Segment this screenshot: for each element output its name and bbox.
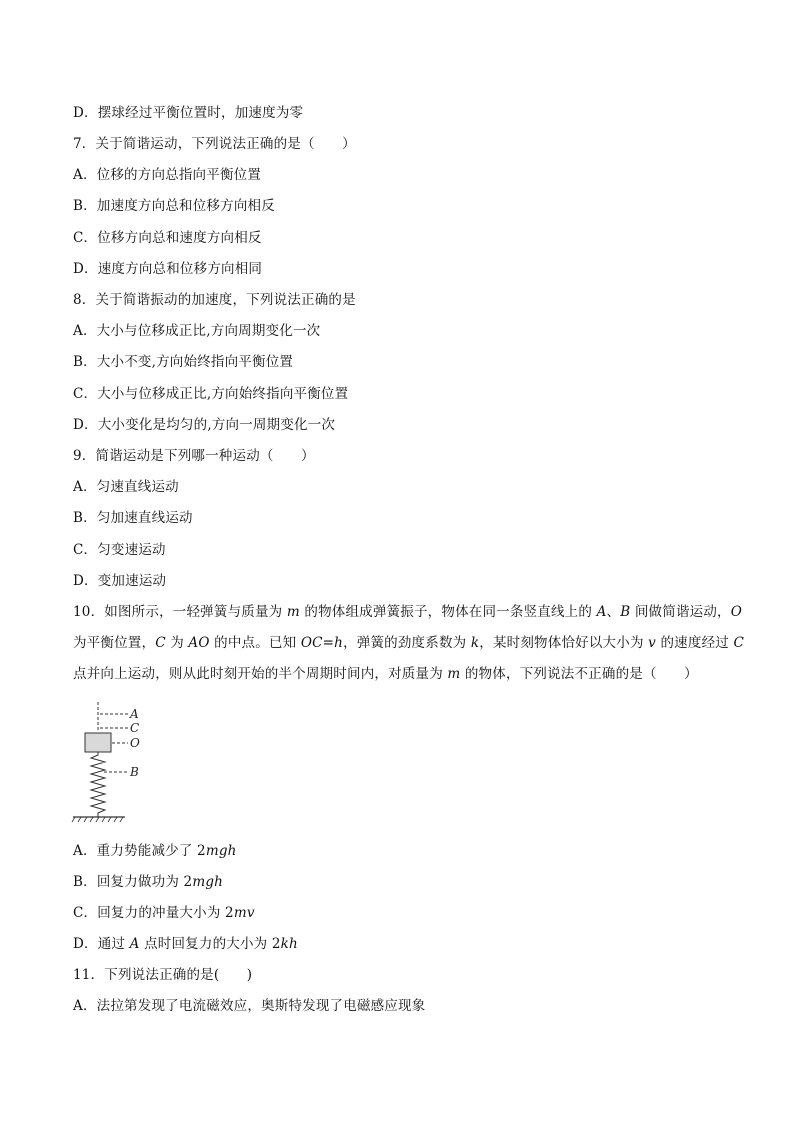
q9-option-b: B．匀加速直线运动 (73, 510, 193, 526)
q7-option-b: B．加速度方向总和位移方向相反 (73, 198, 275, 214)
q10-stem-line-1: 10．如图所示，一轻弹簧与质量为 m 的物体组成弹簧振子，物体在同一条竖直线上的 A、B 间做简谐运动，O (73, 604, 743, 620)
label-c: C (130, 721, 140, 735)
q8-option-c: C．大小与位移成正比,方向始终指向平衡位置 (73, 386, 349, 402)
q7-stem: 7．关于简谐运动，下列说法正确的是（ ） (73, 136, 356, 152)
q8-stem: 8．关于简谐振动的加速度，下列说法正确的是 (73, 292, 356, 308)
q7-option-c: C．位移方向总和速度方向相反 (73, 230, 262, 246)
q10-option-d: D．通过 A 点时回复力的大小为 2kh (73, 936, 298, 952)
q8-option-a: A．大小与位移成正比,方向周期变化一次 (73, 323, 321, 339)
q10-stem-line-3: 点并向上运动，则从此时刻开始的半个周期时间内，对质量为 m 的物体，下列说法不正确的是（ ） (73, 666, 698, 682)
q10-option-b: B．回复力做功为 2mgh (73, 874, 224, 890)
q8-option-b: B．大小不变,方向始终指向平衡位置 (73, 354, 294, 370)
q7-option-d: D．速度方向总和位移方向相同 (73, 261, 263, 277)
q11-option-a: A．法拉第发现了电流磁效应，奥斯特发现了电磁感应现象 (73, 998, 426, 1014)
q6-option-d: D．摆球经过平衡位置时，加速度为零 (73, 105, 304, 121)
q7-option-a: A．位移的方向总指向平衡位置 (73, 167, 262, 183)
q9-option-d: D．变加速运动 (73, 573, 167, 589)
q11-stem: 11．下列说法正确的是( ) (73, 967, 253, 983)
label-o: O (130, 736, 140, 750)
label-a: A (130, 707, 139, 721)
spring-oscillator-figure (70, 700, 160, 825)
q8-option-d: D．大小变化是均匀的,方向一周期变化一次 (73, 417, 336, 433)
q9-option-c: C．匀变速运动 (73, 542, 166, 558)
q9-stem: 9．简谐运动是下列哪一种运动（ ） (73, 448, 315, 464)
q10-option-c: C．回复力的冲量大小为 2mv (73, 905, 255, 921)
spring-oscillator-diagram (70, 700, 160, 825)
q9-option-a: A．匀速直线运动 (73, 479, 179, 495)
ground-hatch (72, 817, 123, 822)
spring (91, 752, 105, 817)
q10-stem-line-2: 为平衡位置，C 为 AO 的中点。已知 OC=h，弹簧的劲度系数为 k，某时刻物体恰好以大小为 v 的速度经过 C (73, 635, 744, 651)
mass-block (85, 733, 111, 752)
q10-option-a: A．重力势能减少了 2mgh (73, 843, 237, 859)
label-b: B (130, 765, 139, 779)
